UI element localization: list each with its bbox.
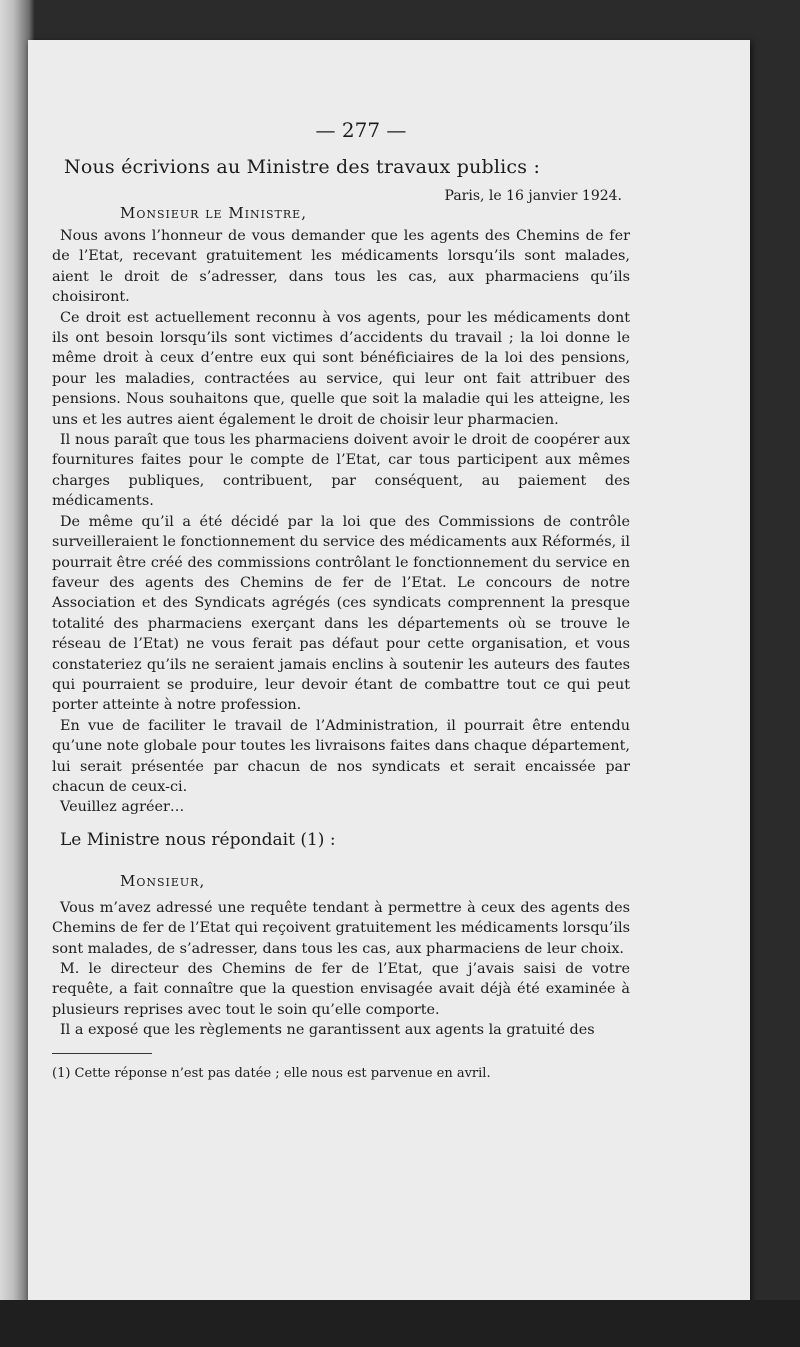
page-text bbox=[52, 118, 630, 1081]
letter-date: Paris, le 16 janvier 1924. bbox=[444, 188, 622, 204]
letter-salutation: Monsieur le Ministre, bbox=[120, 204, 307, 222]
paragraph: Nous avons l’honneur de vous demander que les agents des Chemins de fer de l’Etat, recevant gratuitement les médicaments lorsqu’ils sont malades, aient le droit de s’adresser, dans tous les cas, aux pharmaciens qu’ils choisiront. bbox=[52, 228, 630, 306]
paragraph: Ce droit est actuellement reconnu à vos agents, pour les médicaments dont ils ont besoin lorsqu’ils sont victimes d’accidents du travail ; la loi donne le même droit à ceux d’entre eux qui sont bénéficiaires de la loi des pensions, pour les maladies, contractées au service, qui leur ont fait attribuer des pensions. Nous souhaitons que, quelle que soit la maladie qui les atteigne, les uns et les autres aient également le droit de choisir leur pharmacien. bbox=[52, 309, 630, 428]
paragraph: M. le directeur des Chemins de fer de l’Etat, que j’avais saisi de votre requête, a fait connaître que la question envisagée avait déjà été examinée à plusieurs reprises avec tout le soin qu’elle comporte. bbox=[52, 961, 630, 1018]
scan-bottom-border bbox=[0, 1300, 800, 1347]
footnote: (1) Cette réponse n’est pas datée ; elle nous est parvenue en avril. bbox=[52, 1065, 491, 1081]
footnote-rule bbox=[52, 1053, 152, 1054]
section-heading: Nous écrivions au Ministre des travaux publics : bbox=[64, 156, 541, 178]
reply-heading: Le Ministre nous répondait (1) : bbox=[60, 829, 336, 850]
letter-closing: Veuillez agréer… bbox=[60, 799, 185, 816]
paragraph: En vue de faciliter le travail de l’Administration, il pourrait être entendu qu’une note globale pour toutes les livraisons faites dans chaque département, lui serait présentée par chacun de nos syndicats et serait encaissée par chacun de ceux-ci. bbox=[52, 717, 630, 795]
page-number: — 277 — bbox=[315, 118, 407, 142]
paragraph: Il nous paraît que tous les pharmaciens doivent avoir le droit de coopérer aux fournitures faites pour le compte de l’Etat, car tous participent aux mêmes charges publiques, contribuent, par conséquent, au paiement des médicaments. bbox=[52, 432, 630, 510]
paragraph: Vous m’avez adressé une requête tendant à permettre à ceux des agents des Chemins de fer de l’Etat qui reçoivent gratuitement les médicaments lorsqu’ils sont malades, de s’adresser, dans tous les cas, aux pharmaciens de leur choix. bbox=[52, 899, 630, 957]
paragraph: Il a exposé que les règlements ne garantissent aux agents la gratuité des bbox=[60, 1022, 595, 1039]
paragraph: De même qu’il a été décidé par la loi que des Commissions de contrôle surveilleraient le fonctionnement du service des médicaments aux Réformés, il pourrait être créé des commissions contrôlant le fonctionnement du service en faveur des agents des Chemins de fer de l’Etat. Le concours de notre Association et des Syndicats agrégés (ces syndicats comprennent la presque totalité des pharmaciens exerçant dans les départements où se trouve le réseau de l’Etat) ne vous ferait pas défaut pour cette organisation, et vous constateriez qu’ils ne seraient jamais enclins à soutenir les auteurs des fautes qui pourraient se produire, leur devoir étant de combattre tout ce qui peut porter atteinte à notre profession. bbox=[52, 513, 630, 714]
reply-salutation: Monsieur, bbox=[120, 871, 206, 890]
